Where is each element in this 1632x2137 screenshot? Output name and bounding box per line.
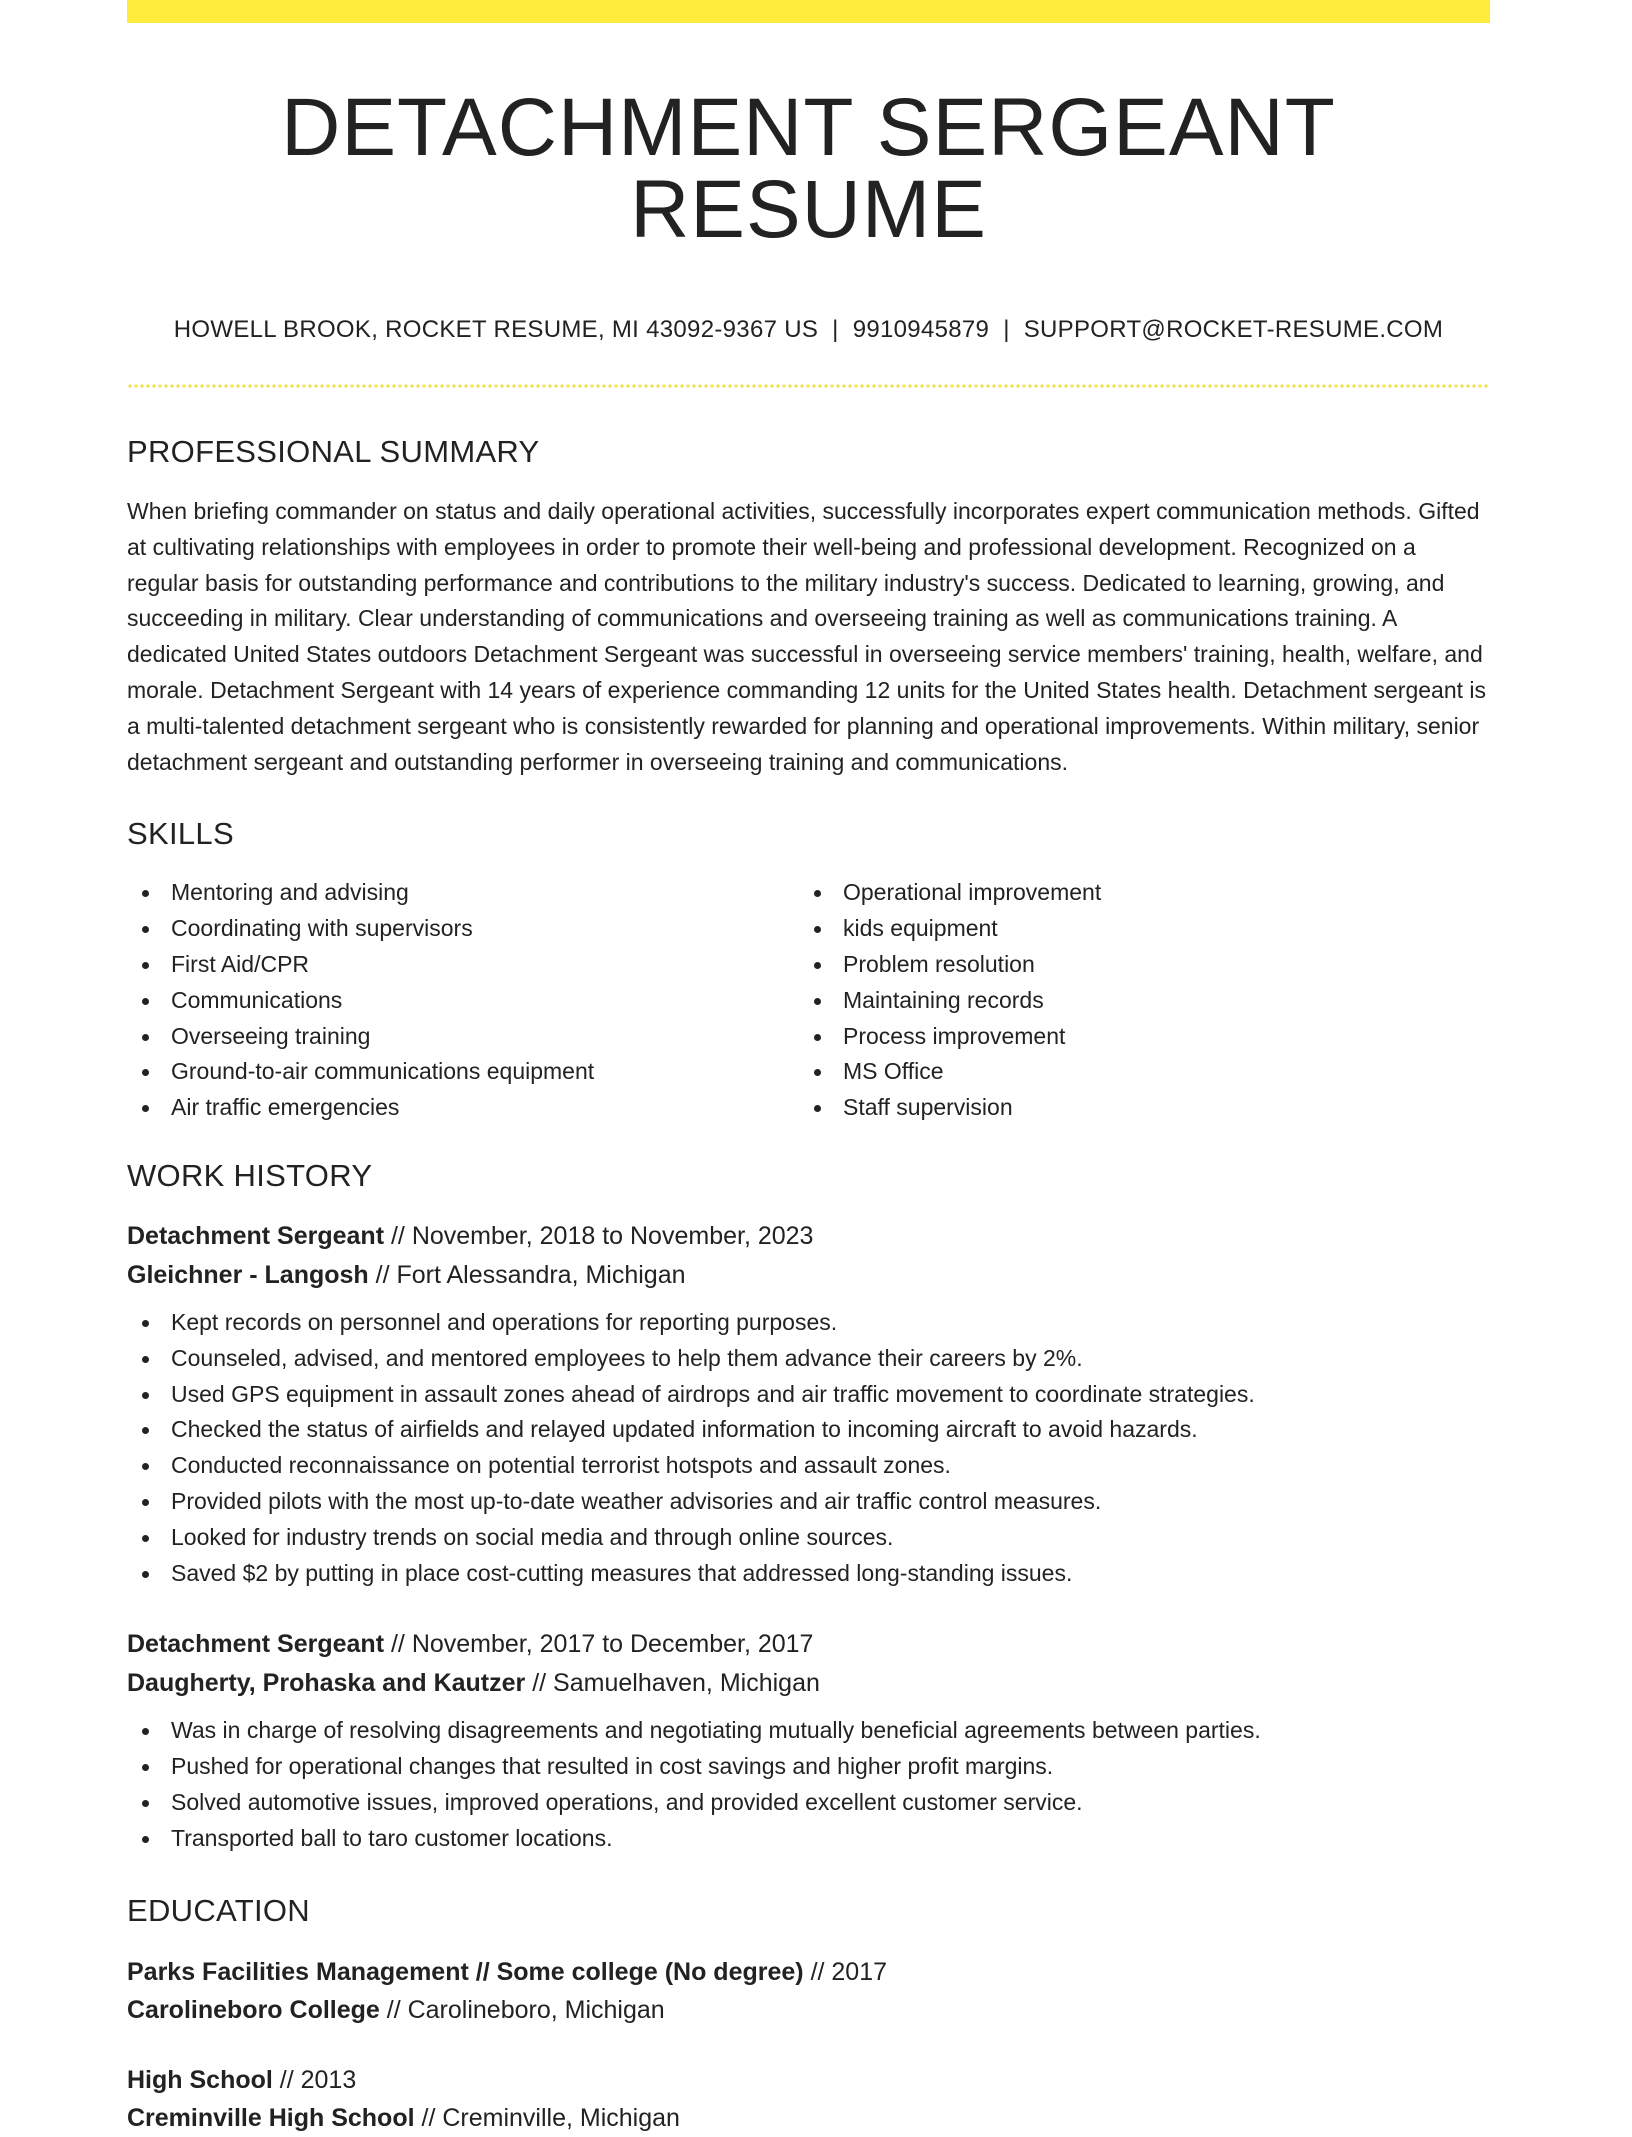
- job-entry: [127, 1625, 1490, 1856]
- contact-separator: |: [1003, 316, 1010, 343]
- job-bullet: Provided pilots with the most up-to-date weather advisories and air traffic control measures.: [127, 1484, 1490, 1520]
- skill-item: Communications: [127, 983, 799, 1019]
- job-bullet: Was in charge of resolving disagreements and negotiating mutually beneficial agreements between parties.: [127, 1713, 1490, 1749]
- contact-email[interactable]: SUPPORT@ROCKET-RESUME.COM: [1023, 316, 1444, 343]
- skills-list-right: [799, 875, 1471, 1126]
- resume-page: [127, 0, 1490, 2137]
- education-year: // 2017: [803, 1957, 888, 1986]
- skills-grid: [127, 875, 1490, 1126]
- job-bullet: Conducted reconnaissance on potential terrorist hotspots and assault zones.: [127, 1448, 1490, 1484]
- job-location: // Fort Alessandra, Michigan: [368, 1260, 686, 1289]
- education-section: [127, 1892, 1490, 2137]
- job-bullet: Solved automotive issues, improved operations, and provided excellent customer service.: [127, 1785, 1490, 1821]
- skill-item: Coordinating with supervisors: [127, 911, 799, 947]
- education-location: // Creminville, Michigan: [414, 2103, 680, 2132]
- skill-item: Overseeing training: [127, 1019, 799, 1055]
- work-history-section: [127, 1157, 1490, 1857]
- education-school: Carolineboro College: [127, 1995, 380, 2024]
- contact-phone: 9910945879: [852, 316, 990, 343]
- skill-item: Operational improvement: [799, 875, 1471, 911]
- education-degree: High School: [127, 2065, 273, 2094]
- job-company-line: [127, 1256, 1490, 1295]
- job-dates: // November, 2018 to November, 2023: [384, 1221, 814, 1250]
- summary-heading: PROFESSIONAL SUMMARY: [127, 434, 540, 469]
- job-title-line: [127, 1217, 1490, 1256]
- education-year: // 2013: [272, 2065, 357, 2094]
- job-title: Detachment Sergeant: [127, 1630, 385, 1659]
- job-bullets: [127, 1713, 1490, 1856]
- resume-title: DETACHMENT SERGEANT RESUME: [281, 82, 1336, 255]
- education-entry: [127, 1953, 1490, 2029]
- work-history-heading: WORK HISTORY: [127, 1157, 373, 1193]
- skill-item: Problem resolution: [799, 947, 1471, 983]
- job-company: Gleichner - Langosh: [127, 1260, 369, 1289]
- skill-item: Mentoring and advising: [127, 875, 799, 911]
- job-bullet: Kept records on personnel and operations for reporting purposes.: [127, 1305, 1490, 1341]
- job-entry: [127, 1217, 1490, 1591]
- job-company: Daugherty, Prohaska and Kautzer: [127, 1669, 526, 1698]
- education-school-line: [127, 2099, 1490, 2137]
- job-bullet: Checked the status of airfields and relayed updated information to incoming aircraft to avoid hazards.: [127, 1412, 1490, 1448]
- skill-item: Air traffic emergencies: [127, 1090, 799, 1126]
- education-entry: [127, 2061, 1490, 2137]
- job-bullet: Pushed for operational changes that resulted in cost savings and higher profit margins.: [127, 1749, 1490, 1785]
- job-bullet: Counseled, advised, and mentored employees to help them advance their careers by 2%.: [127, 1341, 1490, 1377]
- skill-item: Maintaining records: [799, 983, 1471, 1019]
- dotted-divider: [127, 384, 1490, 388]
- job-title: Detachment Sergeant: [127, 1221, 385, 1250]
- education-school-line: [127, 1991, 1490, 2029]
- skill-item: Staff supervision: [799, 1090, 1471, 1126]
- summary-text: When briefing commander on status and daily operational activities, successfully incorporates expert communication methods. Gifted at cultivating relationships with employees in order to promote their well-being and professional development. Recognized on a regular basis for outstanding performance and contributions to the military industry's success. Dedicated to learning, growing, and succeeding in military. Clear understanding of communications and overseeing training as well as communications training. A dedicated United States outdoors Detachment Sergeant was successful in overseeing service members' training, health, welfare, and morale. Detachment Sergeant with 14 years of experience commanding 12 units for the United States health. Detachment sergeant is a multi-talented detachment sergeant who is consistently rewarded for planning and operational improvements. Within military, senior detachment sergeant and outstanding performer in overseeing training and communications.: [127, 498, 1487, 775]
- skills-list-left: [127, 875, 799, 1126]
- skills-section: [127, 818, 1490, 1126]
- skill-item: Ground-to-air communications equipment: [127, 1054, 799, 1090]
- skill-item: First Aid/CPR: [127, 947, 799, 983]
- skill-item: MS Office: [799, 1054, 1471, 1090]
- summary-section: [127, 436, 1490, 780]
- skill-item: Process improvement: [799, 1019, 1471, 1055]
- accent-bar: [127, 0, 1490, 23]
- education-degree: Parks Facilities Management // Some college (No degree): [127, 1957, 804, 1986]
- skills-heading: SKILLS: [127, 816, 234, 852]
- contact-address: HOWELL BROOK, ROCKET RESUME, MI 43092-9367 US: [173, 316, 819, 343]
- contact-separator: |: [832, 316, 839, 343]
- contact-line: [127, 318, 1490, 342]
- job-bullet: Saved $2 by putting in place cost-cutting measures that addressed long-standing issues.: [127, 1556, 1490, 1592]
- education-degree-line: [127, 2061, 1490, 2099]
- job-company-line: [127, 1664, 1490, 1703]
- job-bullet: Transported ball to taro customer locations.: [127, 1821, 1490, 1857]
- job-title-line: [127, 1625, 1490, 1664]
- education-location: // Carolineboro, Michigan: [379, 1995, 665, 2024]
- education-degree-line: [127, 1953, 1490, 1991]
- skill-item: kids equipment: [799, 911, 1471, 947]
- job-dates: // November, 2017 to December, 2017: [384, 1630, 814, 1659]
- education-school: Creminville High School: [127, 2103, 415, 2132]
- education-heading: EDUCATION: [127, 1892, 310, 1928]
- job-bullet: Looked for industry trends on social media and through online sources.: [127, 1520, 1490, 1556]
- job-bullets: [127, 1305, 1490, 1591]
- job-bullet: Used GPS equipment in assault zones ahead of airdrops and air traffic movement to coordinate strategies.: [127, 1377, 1490, 1413]
- job-location: // Samuelhaven, Michigan: [525, 1669, 820, 1698]
